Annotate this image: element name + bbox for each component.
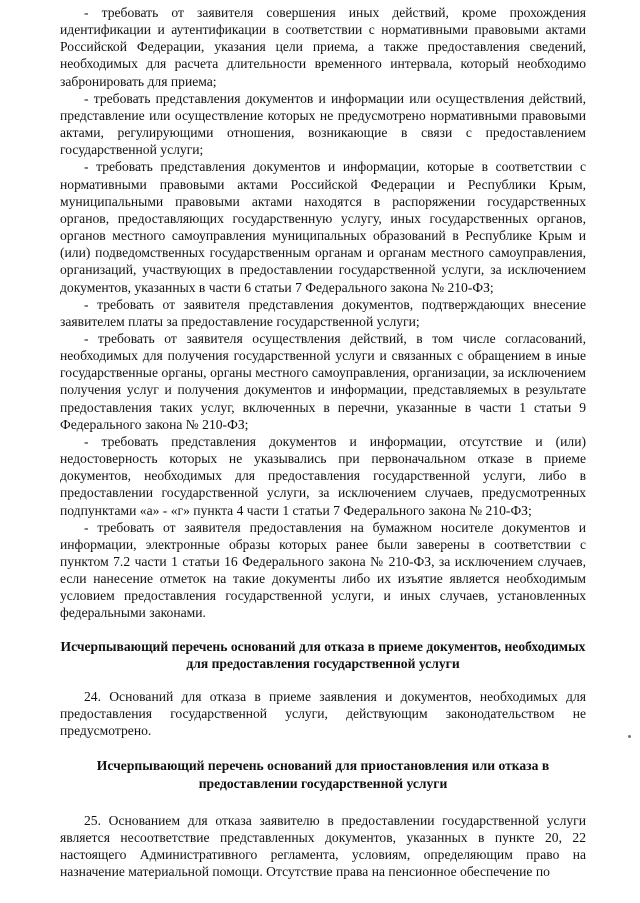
paragraph-requirement-5: - требовать от заявителя осуществления действий, в том числе согласований, необходимых для получения государственной услуги и связанных с обращением в иные государственные органы, органы местного самоуправления, организации, за исключением получения услуг и получения документов и информации, представляемых в результате предоставления таких услуг, включенных в перечни, указанные в части 1 статьи 9 Федерального закона № 210-ФЗ; [60,330,586,432]
section-heading-suspension-refusal: Исчерпывающий перечень оснований для приостановления или отказа в предоставлении государственной услуги [96,758,550,791]
paragraph-requirement-2: - требовать представления документов и информации или осуществления действий, представление или осуществление которых не предусмотрено нормативными правовыми актами, регулирующими отношения, возникающие в связи с предоставлением государственной услуги; [60,90,586,158]
scan-speck [628,735,631,738]
paragraph-requirement-3: - требовать представления документов и информации, которые в соответствии с нормативными правовыми актами Российской Федерации и Республики Крым, муниципальными правовыми актами находятся в распоряжении государственных органов, предоставляющих государственную услугу, иных государственных органов, органов местного самоуправления муниципальных образований в Республике Крым и (или) подведомственных государственным органам и органам местного самоуправления, организаций, участвующих в предоставлении государственной услуги, за исключением документов, указанных в части 6 статьи 7 Федерального закона № 210-ФЗ; [60,159,586,295]
document-body [60,4,586,880]
paragraph-24: 24. Оснований для отказа в приеме заявления и документов, необходимых для предоставления государственной услуги, действующим законодательством не предусмотрено. [60,688,586,739]
paragraph-requirement-1: - требовать от заявителя совершения иных действий, кроме прохождения идентификации и аутентификации в соответствии с нормативными правовыми актами Российской Федерации, указания цели приема, а также предоставления сведений, необходимых для расчета длительности временного интервала, который необходимо забронировать для приема; [60,5,586,89]
paragraph-requirement-4: - требовать от заявителя представления документов, подтверждающих внесение заявителем платы за предоставление государственной услуги; [60,296,586,329]
paragraph-25: 25. Основанием для отказа заявителю в предоставлении государственной услуги является несоответствие представленных документов, указанных в пункте 20, 22 настоящего Административного регламента, условиям, определяющим право на назначение материальной помощи. Отсутствие права на пенсионное обеспечение по [60,812,586,880]
paragraph-requirement-7: - требовать от заявителя предоставления на бумажном носителе документов и информации, электронные образы которых ранее были заверены в соответствии с пунктом 7.2 части 1 статьи 16 Федерального закона № 210-ФЗ, за исключением случаев, если нанесение отметок на такие документы либо их изъятие является необходимым условием предоставления государственной услуги, и иных случаев, установленных федеральными законами. [60,519,586,621]
section-heading-refusal-acceptance: Исчерпывающий перечень оснований для отказа в приеме документов, необходимых для предоставления государственной услуги [60,638,586,671]
paragraph-requirement-6: - требовать представления документов и информации, отсутствие и (или) недостоверность которых не указывались при первоначальном отказе в приеме документов, необходимых для предоставления государственной услуги, либо в предоставлении государственной услуги, за исключением случаев, предусмотренных подпунктами «а» - «г» пункта 4 части 1 статьи 7 Федерального закона № 210-ФЗ; [60,433,586,518]
